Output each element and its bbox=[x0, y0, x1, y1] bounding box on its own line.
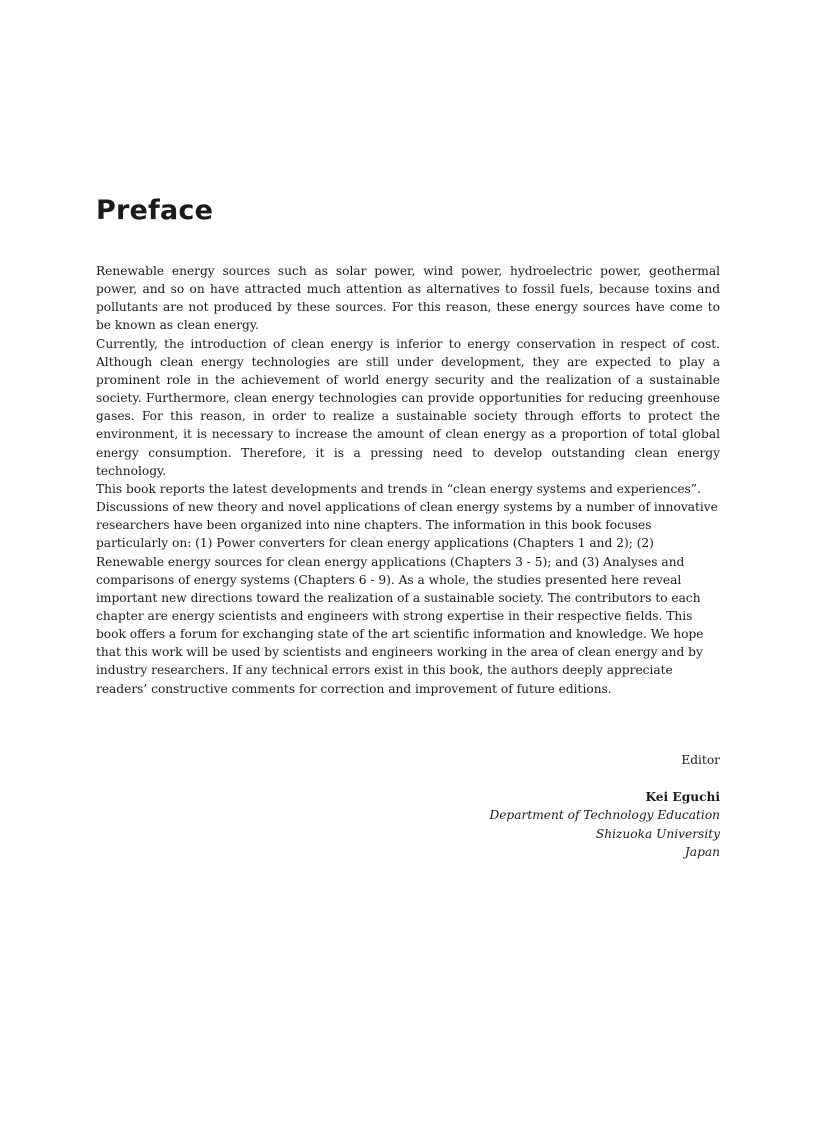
paragraph-currently: Currently, the introduction of clean energy is inferior to energy conservation in respect of cost. Although clean energy technologies are still under development, they are expected to play a prominent role in the achievement of world energy security and the realization of a sustainable society. Furthermore, clean energy technologies can provide opportunities for reducing greenhouse gases. For this reason, in order to realize a sustainable society through efforts to protect the environment, it is necessary to increase the amount of clean energy as a proportion of total global energy consumption. Therefore, it is a pressing need to develop outstanding clean energy technology. bbox=[96, 336, 720, 478]
preface-body bbox=[96, 262, 720, 698]
page-title: Preface bbox=[96, 195, 214, 226]
editor-signature bbox=[320, 751, 720, 862]
editor-name: Kei Eguchi bbox=[645, 789, 720, 804]
paragraph-intro: Renewable energy sources such as solar power, wind power, hydroelectric power, geothermal power, and so on have attracted much attention as alternatives to fossil fuels, because toxins and pollutants are not produced by these sources. For this reason, these energy sources have come to be known as clean energy. bbox=[96, 264, 720, 333]
editor-role: Editor bbox=[681, 753, 720, 767]
editor-university: Shizuoka University bbox=[595, 826, 720, 841]
editor-department: Department of Technology Education bbox=[489, 808, 720, 822]
paragraph-book-overview: This book reports the latest developments and trends in “clean energy systems and experiences”. Discussions of new theory and novel applications of clean energy systems by a number of innovative researchers have been organized into nine chapters. The information in this book focuses particularly on: (1) Power converters for clean energy applications (Chapters 1 and 2); (2) Renewable energy sources for clean energy applications (Chapters 3 - 5); and (3) Analyses and comparisons of energy systems (Chapters 6 - 9). As a whole, the studies presented here reveal important new directions toward the realization of a sustainable society. The contributors to each chapter are energy scientists and engineers with strong expertise in their respective fields. This book offers a forum for exchanging state of the art scientific information and knowledge. We hope that this work will be used by scientists and engineers working in the area of clean energy and by industry researchers. If any technical errors exist in this book, the authors deeply appreciate readers’ constructive comments for correction and improvement of future editions. bbox=[96, 481, 718, 696]
editor-country: Japan bbox=[684, 845, 720, 859]
